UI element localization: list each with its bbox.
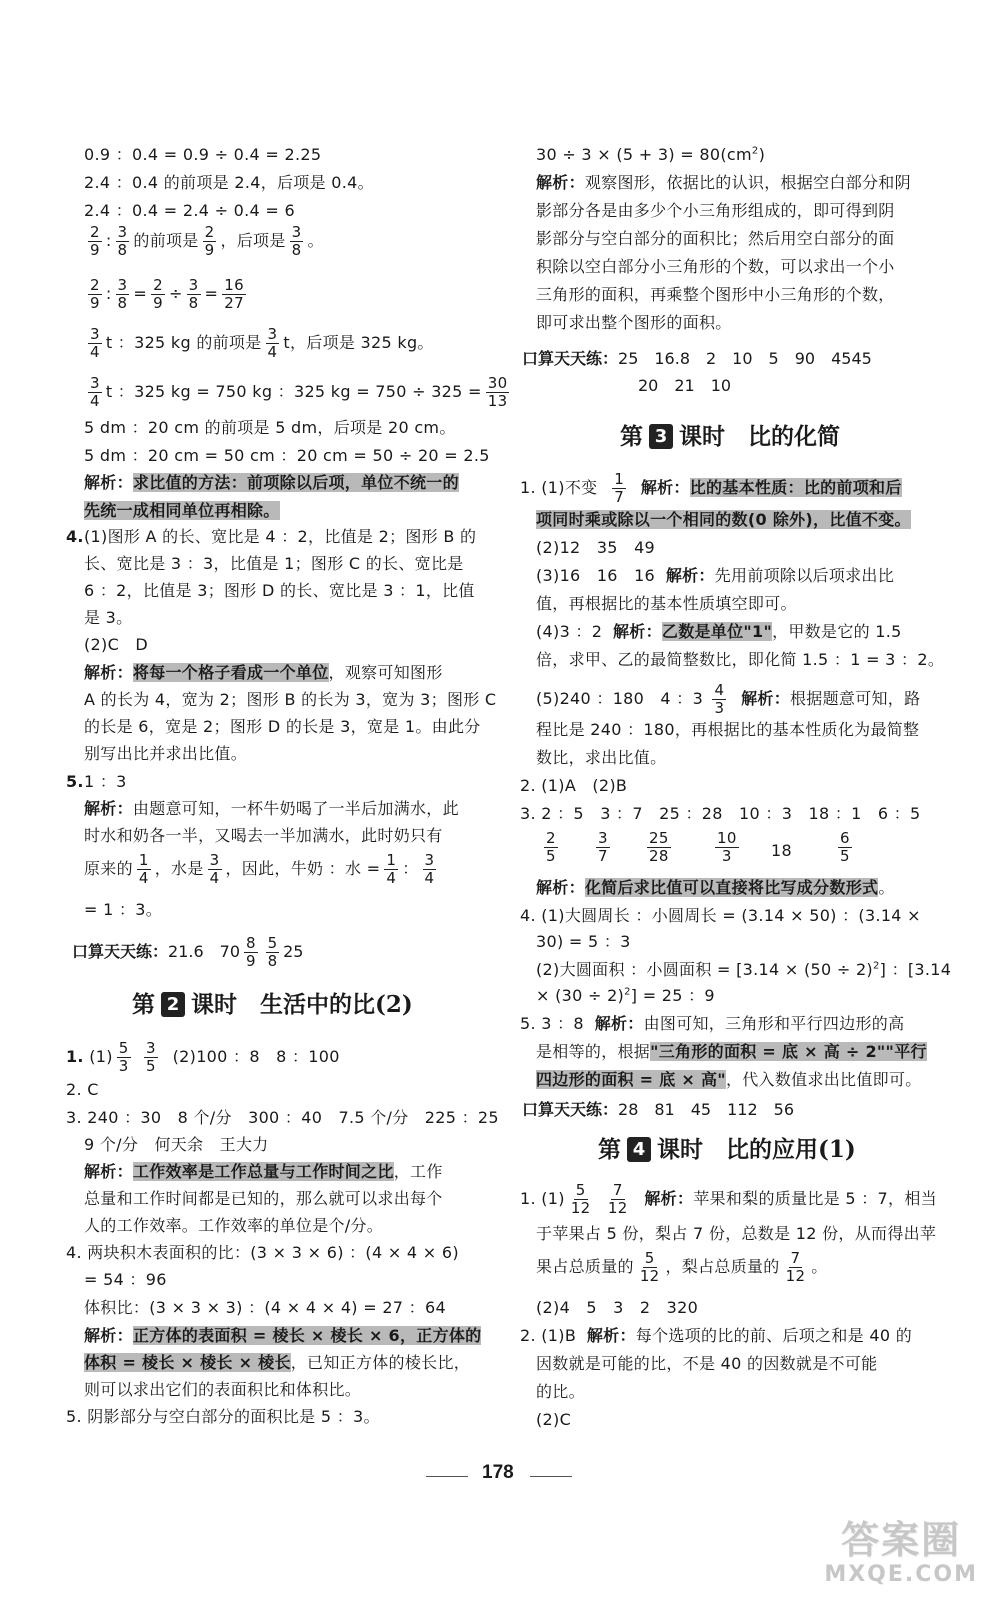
answer-line: 30) = 5 ：3 bbox=[536, 932, 631, 951]
answer-line: 9 个/分 何天余 王大力 bbox=[84, 1135, 269, 1154]
answer-line: $30 \div 3 \times (5 + 3) = 80(cm^2)$ bbox=[536, 145, 766, 164]
answer-line: $\frac{3}{4}$ t ：325 kg 的前项是 $\frac{3}{4}$ t，后项是 325 kg。 bbox=[90, 325, 434, 361]
answer-line: 2. (1)B 解析：每个选项的比的前、后项之和是 40 的 bbox=[520, 1326, 913, 1345]
answer-line: (2)4 5 3 2 320 bbox=[536, 1298, 699, 1317]
page-number: 178 bbox=[482, 1462, 514, 1483]
watermark-url: MXQE.COM bbox=[824, 1562, 978, 1587]
footer-rule-right bbox=[530, 1476, 572, 1477]
answer-line: (2)12 35 49 bbox=[536, 538, 656, 557]
explanation: 影部分各是由多少个小三角形组成的，即可得到阴 bbox=[536, 201, 895, 220]
explanation: 程比是 240 ：180，再根据比的基本性质化为最简整 bbox=[536, 720, 920, 739]
answer-line: = 54 ：96 bbox=[84, 1270, 167, 1289]
kousuan-line: 口算天天练：25 16.8 2 10 5 90 4545 bbox=[522, 349, 872, 368]
answer-line: 5. 3 ：8 解析：由图可知，三角形和平行四边形的高 bbox=[520, 1014, 905, 1033]
explanation: 值，再根据比的基本性质填空即可。 bbox=[536, 594, 797, 613]
answer-line: × $(30 \div 2)^2] = 25$ ：9 bbox=[536, 986, 715, 1005]
answer-line: $\frac{2}{9}$ : $\frac{3}{8}$ = $\frac{2}{9}$ ÷ $\frac{3}{8}$ = $\frac{16}{27}$ bbox=[90, 276, 244, 312]
explanation: 于苹果占 5 份，梨占 7 份，总数是 12 份，从而得出苹 bbox=[536, 1224, 937, 1243]
explanation: 解析：由题意可知，一杯牛奶喝了一半后加满水，此 bbox=[84, 799, 459, 818]
explanation: 项同时乘或除以一个相同的数(0 除外)，比值不变。 bbox=[536, 510, 911, 529]
answer-line: 5 dm ：20 cm = 50 cm ：20 cm = 50 ÷ 20 = 2.5 bbox=[84, 446, 490, 465]
explanation: 总量和工作时间都是已知的，那么就可以求出每个 bbox=[84, 1189, 443, 1208]
footer-rule-left bbox=[426, 1476, 468, 1477]
answer-line: 是 3。 bbox=[84, 608, 133, 627]
explanation: 即可求出整个图形的面积。 bbox=[536, 313, 732, 332]
explanation: 体积 = 棱长 × 棱长 × 棱长，已知正方体的棱长比， bbox=[84, 1353, 471, 1372]
explanation: 人的工作效率。工作效率的单位是个/分。 bbox=[84, 1216, 384, 1235]
answer-line: 1. (1) $\frac{5}{12}$ $\frac{7}{12}$ 解析：苹果和梨的质量比是 5 ：7，相当 bbox=[520, 1181, 937, 1217]
answer-line: (2)C bbox=[536, 1410, 572, 1429]
answer-line: 2.4 ：0.4 = 2.4 ÷ 0.4 = 6 bbox=[84, 201, 295, 220]
explanation: 影部分与空白部分的面积比；然后用空白部分的面 bbox=[536, 229, 895, 248]
explanation: 解析：化简后求比值可以直接将比写成分数形式。 bbox=[536, 878, 895, 897]
explanation: 解析：将每一个格子看成一个单位，观察可知图形 bbox=[84, 663, 443, 682]
section-heading: 第 3 课时 比的化简 bbox=[620, 423, 840, 450]
fraction-row: $\frac{2}{5}$ $\frac{3}{7}$ $\frac{25}{28}$ $\frac{10}{3}$ 18 $\frac{6}{5}$ bbox=[546, 829, 850, 865]
answer-line: 4. 两块积木表面积的比：(3 × 3 × 6) ：(4 × 4 × 6) bbox=[66, 1243, 459, 1262]
answer-line: 2.4 ：0.4 的前项是 2.4，后项是 0.4。 bbox=[84, 173, 374, 192]
lesson-badge: 3 bbox=[649, 424, 673, 449]
answer-line: 0.9 ：0.4 = 0.9 ÷ 0.4 = 2.25 bbox=[84, 145, 322, 164]
answer-line: 3. 240 ：30 8 个/分 300 ：40 7.5 个/分 225 ：25 bbox=[66, 1108, 499, 1127]
watermark-logo bbox=[824, 1518, 978, 1588]
explanation: 四边形的面积 = 底 × 高"，代入数值求出比值即可。 bbox=[536, 1070, 922, 1089]
explanation: A 的长为 4，宽为 2；图形 B 的长为 3，宽为 3；图形 C bbox=[84, 690, 497, 709]
explanation: 因数就是可能的比，不是 40 的因数就是不可能 bbox=[536, 1354, 878, 1373]
answer-line: $\frac{2}{9}$ : $\frac{3}{8}$ 的前项是 $\frac{2}{9}$ ，后项是 $\frac{3}{8}$ 。 bbox=[90, 223, 324, 259]
answer-line: 6 ：2，比值是 3；图形 D 的长、宽比是 3 ：1，比值 bbox=[84, 581, 475, 600]
answer-line: 5 dm ：20 cm 的前项是 5 dm，后项是 20 cm。 bbox=[84, 418, 456, 437]
explanation: = 1 ：3。 bbox=[84, 900, 163, 919]
kousuan-line: 20 21 10 bbox=[638, 376, 732, 395]
answer-line: (5)240 ：180 4 ：3 $\frac{4}{3}$ 解析：根据题意可知，路 bbox=[536, 681, 921, 717]
explanation: 原来的 $\frac{1}{4}$ ，水是 $\frac{3}{4}$ ，因此，牛奶 ：水 = $\frac{1}{4}$ ： $\frac{3}{4}$ bbox=[84, 851, 435, 887]
kousuan-line: 口算天天练：21.6 70 $\frac{8}{9}$ $\frac{5}{8}$ 25 bbox=[72, 934, 304, 970]
answer-line: 4. (1)大圆周长 ：小圆周长 = (3.14 × 50) ：(3.14 × bbox=[520, 906, 921, 925]
answer-line: (3)16 16 16 解析：先用前项除以后项求出比 bbox=[536, 566, 895, 585]
explanation: 是相等的，根据"三角形的面积 = 底 × 高 ÷ 2""平行 bbox=[536, 1042, 927, 1061]
fraction: $\frac{3}{8}$ bbox=[117, 223, 128, 259]
explanation: 数比，求出比值。 bbox=[536, 748, 667, 767]
fraction: $\frac{2}{9}$ bbox=[204, 223, 215, 259]
section-heading: 第 2 课时 生活中的比(2) bbox=[132, 991, 413, 1018]
answer-line: (1)图形 A 的长、宽比是 4 ：2，比值是 2；图形 B 的 bbox=[84, 527, 477, 546]
section-heading: 第 4 课时 比的应用(1) bbox=[598, 1136, 856, 1163]
explanation: 果占总质量的 $\frac{5}{12}$ ，梨占总质量的 $\frac{7}{12}$ 。 bbox=[536, 1249, 828, 1285]
lesson-badge: 4 bbox=[627, 1137, 651, 1162]
answer-line: 2. C bbox=[66, 1080, 99, 1099]
answer-line: (4)3 ：2 解析：乙数是单位"1"，甲数是它的 1.5 bbox=[536, 622, 902, 641]
explanation: 解析：正方体的表面积 = 棱长 × 棱长 × 6，正方体的 bbox=[84, 1326, 482, 1345]
answer-line: 5. 阴影部分与空白部分的面积比是 5 ：3。 bbox=[66, 1407, 380, 1426]
question-number: 4. bbox=[66, 527, 84, 546]
watermark-text: 答案圈 bbox=[841, 1518, 962, 1562]
explanation: 三角形的面积，再乘整个图形中小三角形的个数， bbox=[536, 285, 895, 304]
question-number: 5. bbox=[66, 772, 84, 791]
answer-line: (2)大圆面积 ：小圆面积 = $[3.14 \times (50 \div 2)^2]$ ：[3.14 bbox=[536, 960, 952, 979]
explanation: 先统一成相同单位再相除。 bbox=[84, 501, 280, 520]
answer-line: 长、宽比是 3 ：3，比值是 1；图形 C 的长、宽比是 bbox=[84, 554, 464, 573]
fraction: $\frac{3}{8}$ bbox=[291, 223, 302, 259]
answer-line: $\frac{3}{4}$ t ：325 kg = 750 kg ：325 kg = 750 ÷ 325 = $\frac{30}{13}$ bbox=[90, 374, 508, 410]
answer-line: 1. (1)不变 $\frac{1}{7}$ 解析：比的基本性质：比的前项和后 bbox=[520, 470, 902, 506]
explanation: 解析：工作效率是工作总量与工作时间之比，工作 bbox=[84, 1162, 443, 1181]
explanation: 则可以求出它们的表面积比和体积比。 bbox=[84, 1380, 362, 1399]
explanation: 倍，求甲、乙的最简整数比，即化简 1.5 ：1 = 3 ：2。 bbox=[536, 650, 945, 669]
explanation: 时水和奶各一半，又喝去一半加满水，此时奶只有 bbox=[84, 826, 443, 845]
explanation: 积除以空白部分小三角形的个数，可以求出一个小 bbox=[536, 257, 895, 276]
answer-line: 1. (1) $\frac{5}{3}$ $\frac{3}{5}$ (2)100 ：8 8 ：100 bbox=[66, 1039, 340, 1075]
explanation: 的长是 6，宽是 2；图形 D 的长是 3，宽是 1。由此分 bbox=[84, 717, 481, 736]
explanation: 的比。 bbox=[536, 1382, 585, 1401]
lesson-badge: 2 bbox=[161, 992, 185, 1017]
answer-line: 1 ：3 bbox=[84, 772, 127, 791]
answer-line: 体积比：(3 × 3 × 3) ：(4 × 4 × 4) = 27 ：64 bbox=[84, 1298, 446, 1317]
answer-line: (2)C D bbox=[84, 635, 148, 654]
explanation: 解析：观察图形，依据比的认识，根据空白部分和阴 bbox=[536, 173, 911, 192]
explanation: 解析：求比值的方法：前项除以后项，单位不统一的 bbox=[84, 473, 459, 492]
kousuan-line: 口算天天练：28 81 45 112 56 bbox=[522, 1100, 794, 1119]
answer-line: 3. 2 ：5 3 ：7 25 ：28 10 ：3 18 ：1 6 ：5 bbox=[520, 804, 921, 823]
explanation: 别写出比并求出比值。 bbox=[84, 744, 248, 763]
fraction: $\frac{2}{9}$ bbox=[90, 223, 100, 259]
answer-line: 2. (1)A (2)B bbox=[520, 776, 628, 795]
